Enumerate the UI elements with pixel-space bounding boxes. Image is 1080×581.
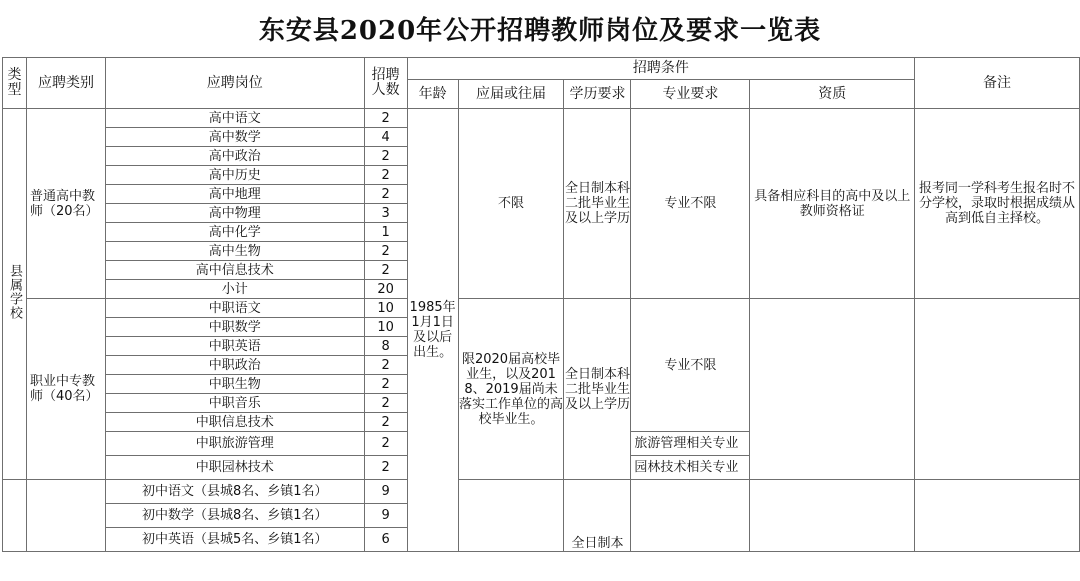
count-cell: 2 xyxy=(364,166,407,185)
header-conditions: 招聘条件 xyxy=(407,58,915,80)
count-cell: 4 xyxy=(364,128,407,147)
position-cell: 高中生物 xyxy=(105,242,364,261)
header-graduate: 应届或往届 xyxy=(458,80,564,109)
age-cell: 1985年1月1日及以后出生。 xyxy=(407,109,458,552)
graduate-cell: 不限 xyxy=(458,109,564,299)
type-cell xyxy=(3,480,27,552)
position-cell: 初中英语（县城5名、乡镇1名） xyxy=(105,528,364,552)
header-qualification: 资质 xyxy=(750,80,915,109)
count-cell: 9 xyxy=(364,504,407,528)
count-cell: 9 xyxy=(364,480,407,504)
position-cell: 中职生物 xyxy=(105,375,364,394)
count-cell: 2 xyxy=(364,356,407,375)
count-cell: 2 xyxy=(364,456,407,480)
recruitment-table xyxy=(2,57,1080,552)
count-cell: 10 xyxy=(364,318,407,337)
major-tourism-cell: 旅游管理相关专业 xyxy=(631,432,750,456)
count-cell: 10 xyxy=(364,299,407,318)
count-cell: 2 xyxy=(364,147,407,166)
subtotal-label: 小计 xyxy=(105,280,364,299)
count-cell: 2 xyxy=(364,375,407,394)
subtotal-count: 20 xyxy=(364,280,407,299)
position-cell: 中职园林技术 xyxy=(105,456,364,480)
qualification-cell xyxy=(750,480,915,552)
type-county-label: 县属学校 xyxy=(6,264,22,320)
category-cell: 职业中专教师（40名） xyxy=(26,299,105,480)
page-title: 东安县2020年公开招聘教师岗位及要求一览表 xyxy=(258,16,822,46)
header-major: 专业要求 xyxy=(631,80,750,109)
remarks-cell xyxy=(915,480,1080,552)
major-cell: 专业不限 xyxy=(631,109,750,299)
count-cell: 2 xyxy=(364,185,407,204)
header-position: 应聘岗位 xyxy=(105,58,364,109)
education-cell: 全日制本 xyxy=(564,480,631,552)
count-cell: 8 xyxy=(364,337,407,356)
position-cell: 高中数学 xyxy=(105,128,364,147)
count-cell: 2 xyxy=(364,242,407,261)
position-cell: 高中地理 xyxy=(105,185,364,204)
category-cell: 普通高中教师（20名） xyxy=(26,109,105,299)
position-cell: 高中信息技术 xyxy=(105,261,364,280)
header-count: 招聘人数 xyxy=(364,58,407,109)
count-cell: 6 xyxy=(364,528,407,552)
position-cell: 中职数学 xyxy=(105,318,364,337)
position-cell: 初中语文（县城8名、乡镇1名） xyxy=(105,480,364,504)
count-cell: 2 xyxy=(364,413,407,432)
position-cell: 高中语文 xyxy=(105,109,364,128)
header-category: 应聘类别 xyxy=(26,58,105,109)
qualification-cell xyxy=(750,299,915,480)
graduate-cell xyxy=(458,480,564,552)
header-age: 年龄 xyxy=(407,80,458,109)
count-cell: 2 xyxy=(364,109,407,128)
header-remarks: 备注 xyxy=(915,58,1080,109)
count-cell: 2 xyxy=(364,432,407,456)
graduate-cell: 限2020届高校毕业生，以及2018、2019届尚未落实工作单位的高校毕业生。 xyxy=(458,299,564,480)
count-cell: 1 xyxy=(364,223,407,242)
qualification-cell: 具备相应科目的高中及以上教师资格证 xyxy=(750,109,915,299)
position-cell: 初中数学（县城8名、乡镇1名） xyxy=(105,504,364,528)
position-cell: 中职音乐 xyxy=(105,394,364,413)
count-cell: 2 xyxy=(364,261,407,280)
education-cell: 全日制本科二批毕业生及以上学历 xyxy=(564,109,631,299)
type-cell xyxy=(3,109,27,480)
position-cell: 中职旅游管理 xyxy=(105,432,364,456)
major-garden-cell: 园林技术相关专业 xyxy=(631,456,750,480)
count-cell: 2 xyxy=(364,394,407,413)
position-cell: 中职信息技术 xyxy=(105,413,364,432)
position-cell: 中职英语 xyxy=(105,337,364,356)
major-cell xyxy=(631,480,750,552)
position-cell: 高中物理 xyxy=(105,204,364,223)
position-cell: 中职语文 xyxy=(105,299,364,318)
position-cell: 高中历史 xyxy=(105,166,364,185)
position-cell: 中职政治 xyxy=(105,356,364,375)
category-cell xyxy=(26,480,105,552)
header-education: 学历要求 xyxy=(564,80,631,109)
header-type: 类型 xyxy=(3,58,27,109)
remarks-cell: 报考同一学科考生报名时不分学校，录取时根据成绩从高到低自主择校。 xyxy=(915,109,1080,299)
major-cell: 专业不限 xyxy=(631,299,750,432)
remarks-cell xyxy=(915,299,1080,480)
position-cell: 高中政治 xyxy=(105,147,364,166)
education-cell: 全日制本科二批毕业生及以上学历 xyxy=(564,299,631,480)
position-cell: 高中化学 xyxy=(105,223,364,242)
count-cell: 3 xyxy=(364,204,407,223)
